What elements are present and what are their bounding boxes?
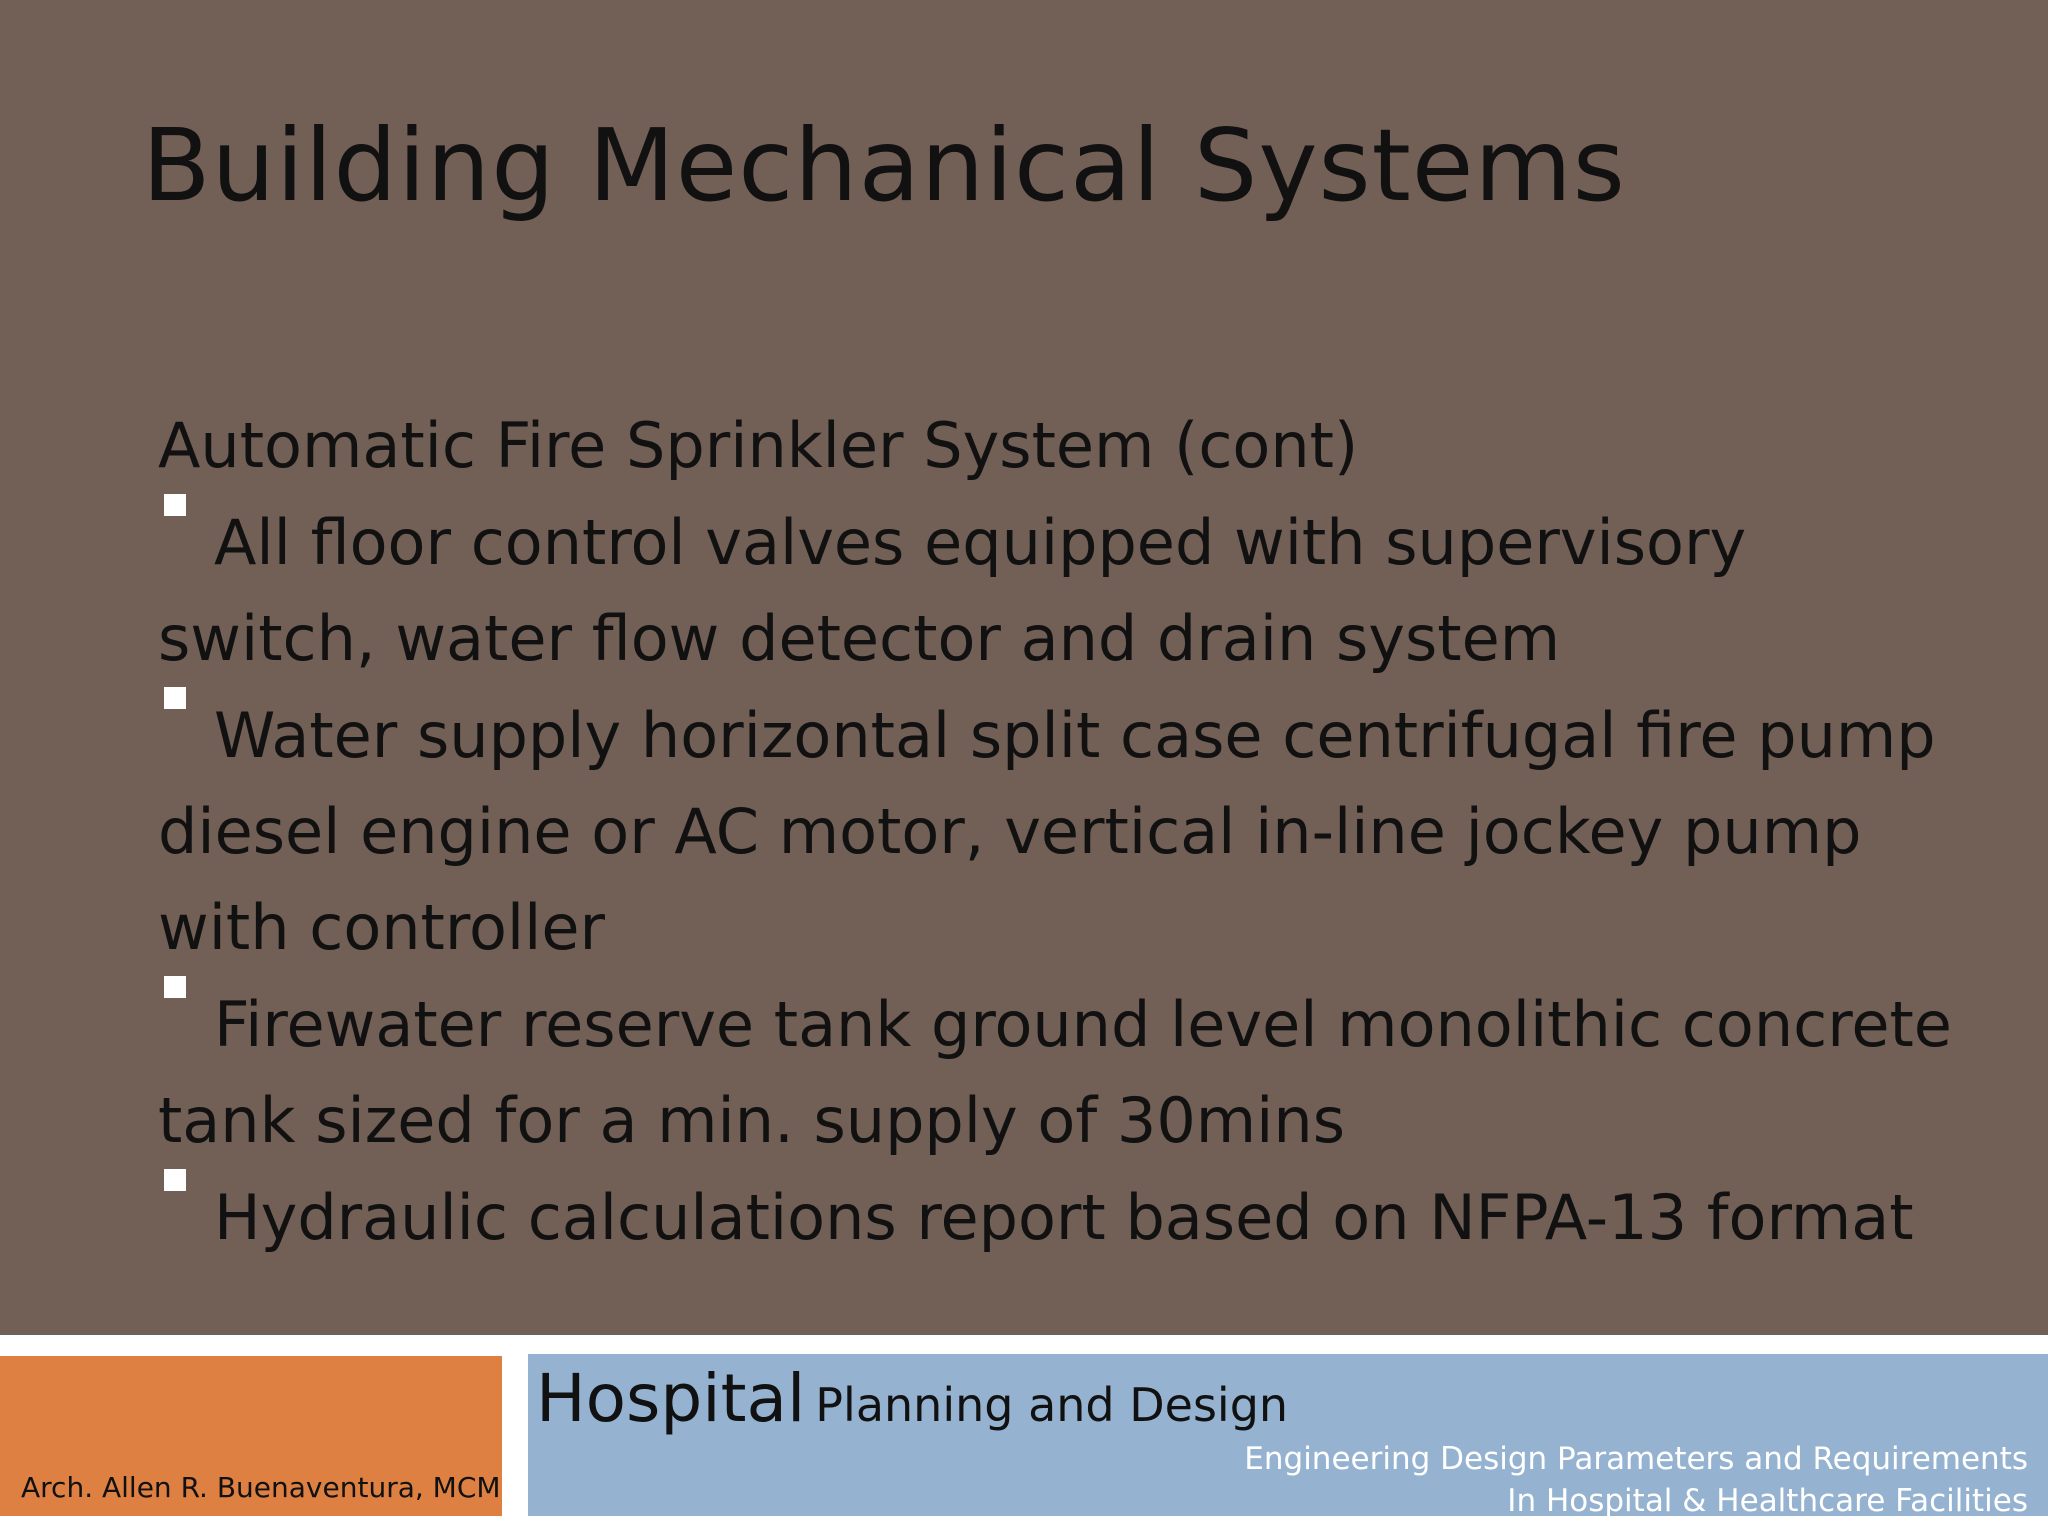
bullet-text: Firewater reserve tank ground level monolithic concrete (214, 988, 1952, 1061)
bullet-text: Hydraulic calculations report based on NFPA-13 format (214, 1181, 1914, 1254)
bullet-text: All floor control valves equipped with supervisory (214, 506, 1747, 579)
course-title-main: Hospital (536, 1360, 806, 1437)
course-panel (528, 1354, 2048, 1516)
bullet-2-line-1 (158, 687, 2008, 784)
course-title-sub: Planning and Design (815, 1378, 1289, 1432)
course-caption-line-1: Engineering Design Parameters and Requirements (1244, 1441, 2028, 1477)
bullet-1-line-1 (158, 494, 2008, 591)
square-bullet-icon (164, 1169, 186, 1191)
course-caption-line-2: In Hospital & Healthcare Facilities (1507, 1483, 2028, 1516)
course-title (536, 1360, 1288, 1437)
bullet-text: Water supply horizontal split case centrifugal fire pump (214, 699, 1936, 772)
square-bullet-icon (164, 494, 186, 516)
course-caption (1244, 1438, 2028, 1516)
slide-title: Building Mechanical Systems (142, 107, 1626, 224)
square-bullet-icon (164, 687, 186, 709)
bullet-2-line-3: with controller (158, 891, 606, 964)
bullet-4-line-1 (158, 1169, 2008, 1266)
bullet-3-line-1 (158, 976, 2008, 1073)
slide-body (158, 398, 2008, 1266)
bullet-3-line-2: tank sized for a min. supply of 30mins (158, 1084, 1345, 1157)
square-bullet-icon (164, 976, 186, 998)
author-panel (0, 1356, 502, 1516)
author-name: Arch. Allen R. Buenaventura, MCM (21, 1471, 501, 1504)
subheading: Automatic Fire Sprinkler System (cont) (158, 409, 1359, 482)
bullet-2-line-2: diesel engine or AC motor, vertical in-line jockey pump (158, 795, 1862, 868)
bullet-1-line-2: switch, water flow detector and drain system (158, 602, 1561, 675)
